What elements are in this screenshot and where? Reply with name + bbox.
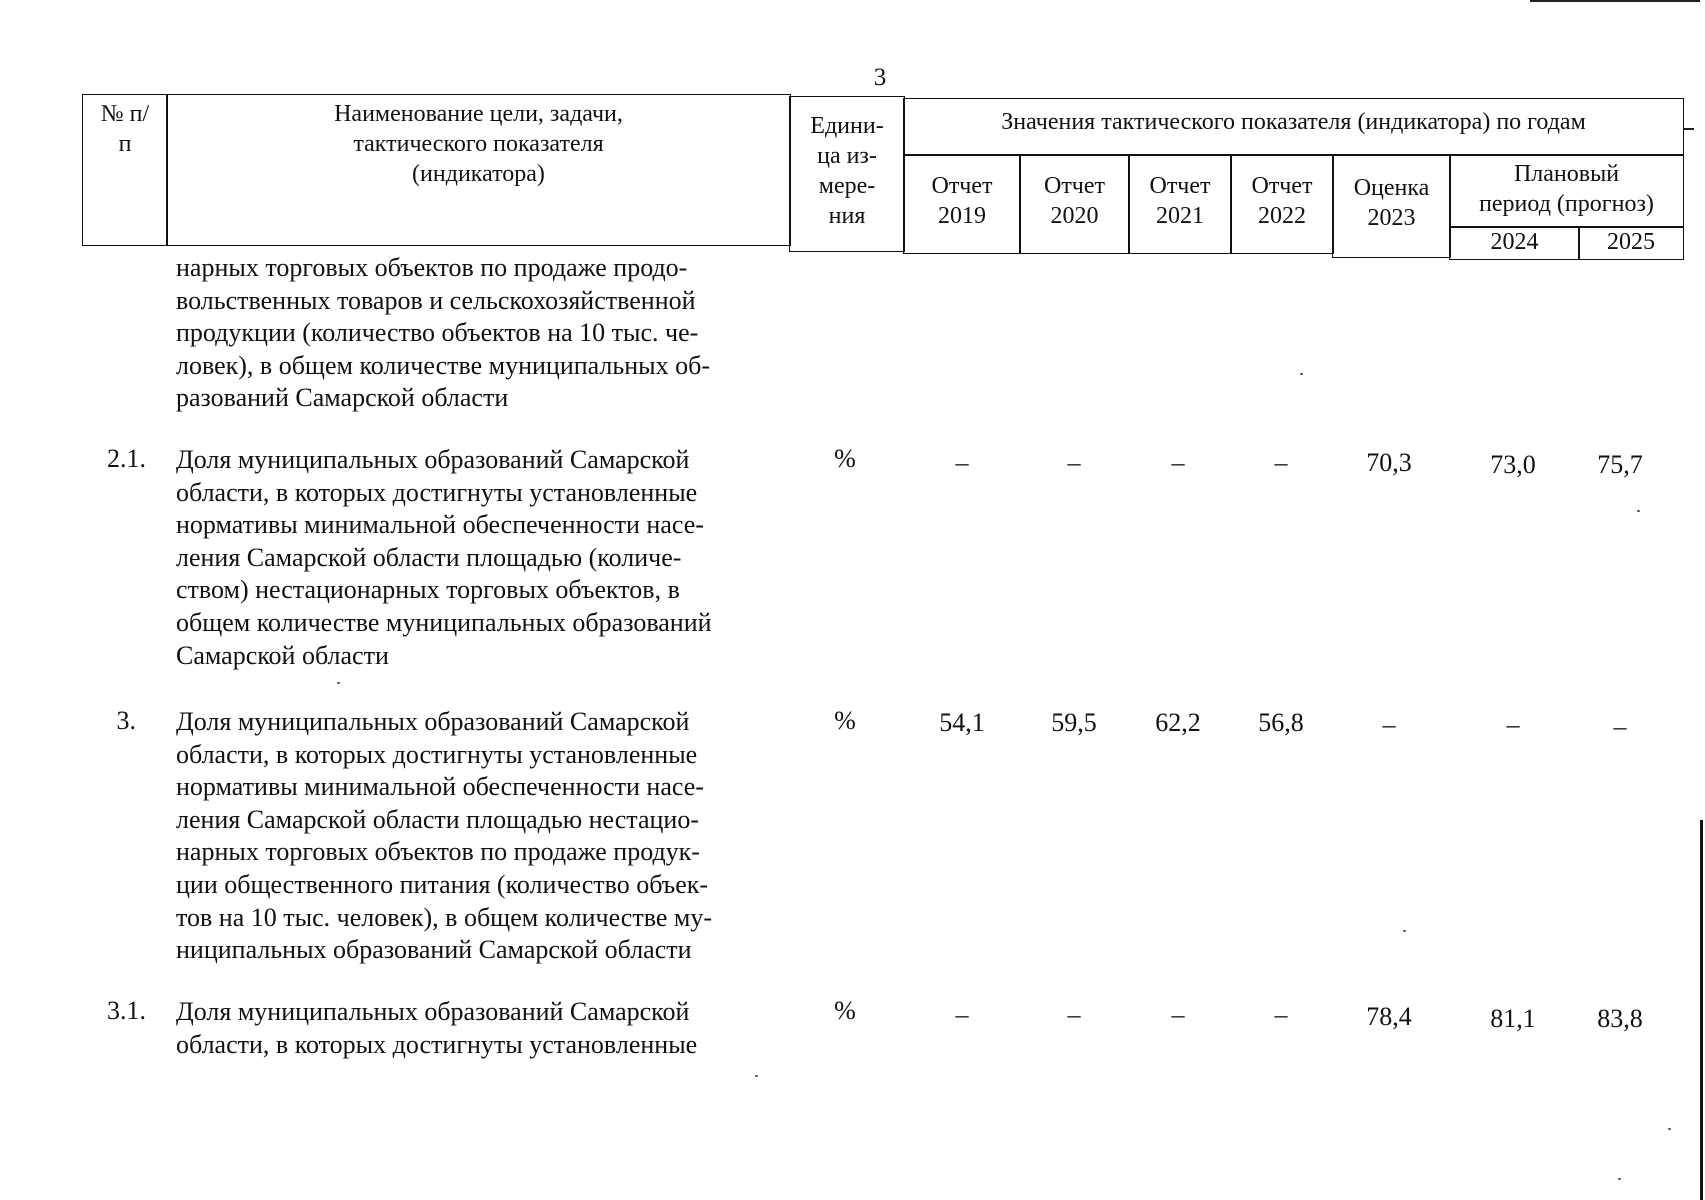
row-number: 2.1.	[107, 444, 146, 473]
row-value-2024: 81,1	[1490, 1004, 1536, 1033]
header-year-cell	[903, 154, 1021, 254]
header-plan-year-cell	[1578, 226, 1684, 260]
text-line: области, в которых достигнуты установленные	[176, 1029, 698, 1059]
row-text	[176, 444, 776, 672]
text-line: вольственных товаров и сельскохозяйственной	[176, 285, 696, 315]
text-line: ции общественного питания (количество объек-	[176, 869, 709, 899]
text-line: нарных торговых объектов по продаже продо-	[176, 253, 688, 282]
header-year-cell	[1230, 154, 1334, 254]
text-line: ления Самарской области площадью (количе-	[176, 542, 682, 572]
text-line: нормативы минимальной обеспеченности насе-	[176, 510, 704, 540]
header-unit-line: Едини-	[810, 113, 884, 139]
header-name-line: (индикатора)	[412, 161, 545, 187]
row-value-2022: –	[1274, 448, 1288, 477]
row-value-2022: 56,8	[1258, 708, 1304, 737]
text-line: нарных торговых объектов по продаже продук-	[176, 837, 700, 867]
header-year-kind: Оценка	[1353, 175, 1430, 201]
row-value-2020: 59,5	[1051, 708, 1097, 737]
header-plan-line: период (прогноз)	[1479, 191, 1654, 217]
text-line: разований Самарской области	[176, 383, 509, 413]
row-unit: %	[834, 706, 856, 735]
header-num-cell	[82, 94, 168, 246]
row-text	[176, 996, 776, 1061]
text-line: Доля муниципальных образований Самарской	[176, 445, 690, 474]
row-value-2019: –	[955, 1000, 969, 1029]
row-value-2019: –	[955, 448, 969, 477]
text-line: Самарской области	[176, 640, 389, 670]
scan-speck	[1618, 1178, 1621, 1180]
row-text	[176, 706, 776, 967]
header-year-value: 2020	[1050, 203, 1099, 229]
header-year-kind: Отчет	[931, 173, 993, 199]
scan-speck	[755, 1075, 758, 1077]
row-value-2021: 62,2	[1155, 708, 1201, 737]
header-name-line: тактического показателя	[353, 131, 604, 157]
text-line: общем количестве муниципальных образований	[176, 607, 712, 637]
row-value-2021: –	[1171, 448, 1185, 477]
header-year-value: 2023	[1367, 205, 1416, 231]
header-year-kind: Отчет	[1149, 173, 1211, 199]
header-side-tick	[1684, 128, 1694, 130]
page-number: 3	[873, 64, 887, 91]
text-line: области, в которых достигнуты установленные	[176, 477, 698, 507]
header-unit-line: мере-	[818, 173, 876, 199]
text-line: нормативы минимальной обеспеченности насе-	[176, 772, 704, 802]
header-num-label: № п/п	[100, 101, 150, 157]
row-value-2021: –	[1171, 1000, 1185, 1029]
scan-speck	[1637, 510, 1640, 512]
header-unit-cell	[789, 96, 905, 252]
header-values-group-label: Значения тактического показателя (индикатора) по годам	[1001, 109, 1586, 135]
row-value-2023: 70,3	[1366, 448, 1412, 477]
row-value-2022: –	[1274, 1000, 1288, 1029]
header-plan-line: Плановый	[1513, 161, 1620, 187]
row-unit: %	[834, 444, 856, 473]
text-line: Доля муниципальных образований Самарской	[176, 707, 690, 736]
scan-speck	[1403, 930, 1406, 932]
row-value-2024: 73,0	[1490, 450, 1536, 479]
header-year-kind: Отчет	[1251, 173, 1313, 199]
header-unit-line: ца из-	[817, 143, 877, 169]
header-plan-group	[1449, 154, 1684, 228]
row-value-2025: 83,8	[1597, 1004, 1643, 1033]
scan-speck	[1300, 373, 1303, 375]
text-line: ления Самарской области площадью нестацио-	[176, 804, 699, 834]
text-line: области, в которых достигнуты установленные	[176, 739, 698, 769]
header-name-line: Наименование цели, задачи,	[334, 101, 623, 127]
header-values-group	[903, 98, 1684, 156]
row-value-2019: 54,1	[939, 708, 985, 737]
header-plan-year: 2025	[1607, 229, 1655, 255]
text-line: ством) нестационарных торговых объектов, в	[176, 575, 680, 605]
scan-edge-bar	[1700, 820, 1703, 1200]
row-value-2023: –	[1382, 710, 1396, 739]
row-unit: %	[834, 996, 856, 1025]
row-value-2024: –	[1506, 710, 1520, 739]
header-name-cell	[166, 94, 791, 246]
text-line: Доля муниципальных образований Самарской	[176, 997, 690, 1026]
scan-speck	[337, 682, 340, 684]
header-plan-year-cell	[1449, 226, 1580, 260]
text-line: ниципальных образований Самарской области	[176, 935, 692, 965]
scan-edge-mark	[1530, 0, 1700, 2]
header-year-kind: Отчет	[1043, 173, 1106, 199]
row-value-2020: –	[1067, 448, 1081, 477]
header-plan-year: 2024	[1490, 229, 1539, 255]
row-value-2025: 75,7	[1597, 450, 1643, 479]
header-year-value: 2021	[1156, 203, 1204, 229]
row-value-2023: 78,4	[1366, 1002, 1412, 1031]
row-number: 3.1.	[107, 996, 146, 1025]
header-year-cell	[1128, 154, 1232, 254]
scan-speck	[1668, 1128, 1671, 1130]
header-year-value: 2019	[938, 203, 986, 229]
row-value-2020: –	[1067, 1000, 1081, 1029]
header-unit-line: ния	[828, 203, 866, 229]
text-line: ловек), в общем количестве муниципальных об-	[176, 350, 711, 380]
row-number: 3.	[116, 706, 136, 735]
header-year-cell	[1332, 154, 1451, 258]
text-line: продукции (количество объектов на 10 тыс. че-	[176, 318, 699, 348]
row-value-2025: –	[1613, 712, 1627, 741]
header-year-cell	[1019, 154, 1130, 254]
header-year-value: 2022	[1258, 203, 1306, 229]
row-text-continuation	[176, 252, 776, 415]
text-line: тов на 10 тыс. человек), в общем количестве му-	[176, 902, 712, 932]
